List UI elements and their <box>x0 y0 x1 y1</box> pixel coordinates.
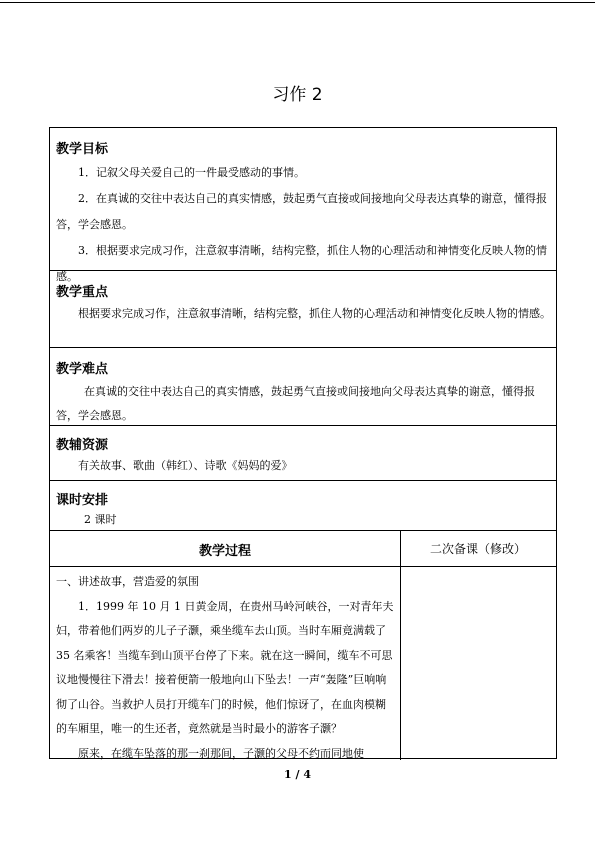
difficulties-text: 在真诚的交往中表达自己的真实情感，鼓起勇气直接或间接地向父母表达真挚的谢意，懂得报答，学会感恩。 <box>56 385 535 422</box>
difficulties-section <box>50 347 556 426</box>
resources-section <box>50 425 556 481</box>
process-paragraph: 原来，在缆车坠落的那一刹那间，子灏的父母不约而同地使 <box>78 746 364 760</box>
schedule-section <box>50 480 556 531</box>
difficulties-heading: 教学难点 <box>56 362 109 377</box>
schedule-heading: 课时安排 <box>56 493 109 508</box>
objective-item: 1．记叙父母关爱自己的一件最受感动的事情。 <box>78 166 305 179</box>
header-rule <box>0 2 595 3</box>
process-header-row <box>50 530 556 567</box>
column-divider <box>400 530 401 760</box>
key-points-heading: 教学重点 <box>56 285 109 300</box>
objectives-section <box>50 128 556 283</box>
objective-item: 3．根据要求完成习作，注意叙事清晰，结构完整，抓住人物的心理活动和神情变化反映人物的情感。 <box>56 244 547 283</box>
process-body <box>56 570 396 766</box>
key-points-text: 根据要求完成习作，注意叙事清晰，结构完整，抓住人物的心理活动和神情变化反映人物的情感。 <box>78 307 551 320</box>
resources-text: 有关故事、歌曲（韩红）、诗歌《妈妈的爱》 <box>78 459 293 472</box>
objective-item: 2．在真诚的交往中表达自己的真实情感，鼓起勇气直接或间接地向父母表达真挚的谢意，懂得报答，学会感恩。 <box>56 192 547 231</box>
schedule-text: 2 课时 <box>84 513 117 526</box>
objectives-heading: 教学目标 <box>56 142 109 157</box>
document-title: 习作 2 <box>272 85 323 105</box>
resources-heading: 教辅资源 <box>56 438 109 453</box>
key-points-section <box>50 270 556 348</box>
page-number: 1 / 4 <box>284 768 311 781</box>
process-paragraph: 1．1999 年 10 月 1 日黄金周，在贵州马岭河峡谷，一对青年夫妇，带着他们两岁的儿子子灏，乘坐缆车去山顶。当时车厢竟满载了 35 名乘客！当缆车到山顶平台停了下来。就在这一瞬间，缆车不可思议地慢慢往下滑去！接着便箭一般地向山下坠去！一声“轰隆”巨响响彻了山谷。当救护人员打开缆车门的时候，他们惊讶了，在血肉模糊的车厢里，唯一的生还者，竟然就是当时最小的游客子灏？ <box>56 599 394 735</box>
process-paragraph: 一、讲述故事，营造爱的氛围 <box>56 575 199 588</box>
revision-heading: 二次备课（修改） <box>429 542 526 556</box>
lesson-plan-table <box>49 127 557 759</box>
process-heading: 教学过程 <box>198 544 251 559</box>
